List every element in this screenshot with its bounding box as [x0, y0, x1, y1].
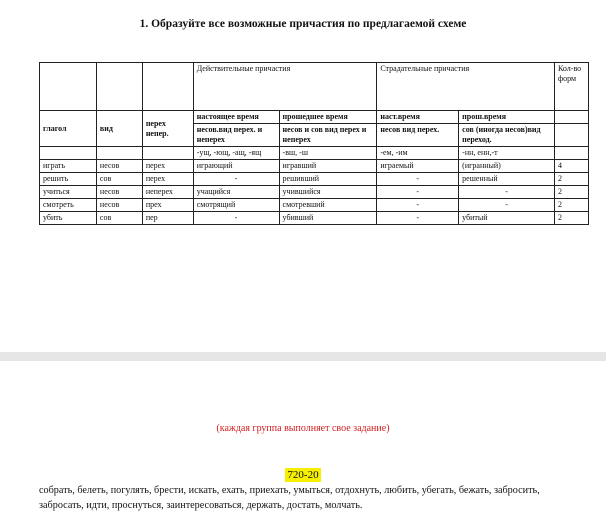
- present-passive-cell: -: [377, 212, 459, 225]
- present-passive-cell: -: [377, 173, 459, 186]
- past-passive-cell: -: [459, 199, 555, 212]
- transitivity-column-header: перех непер.: [142, 111, 193, 147]
- past-active-header: прошедшее время: [279, 111, 377, 124]
- count-cell: 2: [554, 212, 588, 225]
- present-active-header: настоящее время: [193, 111, 279, 124]
- transitivity-cell: прех: [142, 199, 193, 212]
- page-divider: [0, 352, 606, 361]
- count-cell: 2: [554, 186, 588, 199]
- past-active-condition: несов и сов вид перех и неперех: [279, 124, 377, 147]
- present-passive-suffixes: -ем, -им: [377, 147, 459, 160]
- aspect-column-header: вид: [96, 111, 142, 147]
- past-passive-cell: (игранный): [459, 160, 555, 173]
- present-passive-header: наст.время: [377, 111, 459, 124]
- present-active-cell: учащийся: [193, 186, 279, 199]
- aspect-cell: сов: [96, 212, 142, 225]
- transitivity-cell: перех: [142, 173, 193, 186]
- past-passive-cell: -: [459, 186, 555, 199]
- verb-list: собрать, белеть, погулять, брести, искать, ехать, приехать, умыться, отдохнуть, любить, убегать, бежать, забросить, забросать, идти, проснуться, заинтересоваться, держать, достать, молчать.: [39, 485, 540, 511]
- past-passive-suffixes: -нн, енн,-т: [459, 147, 555, 160]
- table-row: [40, 173, 589, 186]
- count-cell: 4: [554, 160, 588, 173]
- verb-cell: играть: [40, 160, 97, 173]
- participles-table: [39, 62, 589, 225]
- verb-cell: учиться: [40, 186, 97, 199]
- present-passive-cell: играемый: [377, 160, 459, 173]
- count-header: Кол-во форм: [554, 63, 588, 111]
- past-passive-condition: сов (иногда несов)вид переход.: [459, 124, 555, 147]
- group-note: (каждая группа выполняет свое задание): [216, 423, 390, 434]
- task-title: 1. Образуйте все возможные причастия по предлагаемой схеме: [139, 18, 467, 30]
- aspect-cell: несов: [96, 160, 142, 173]
- aspect-cell: несов: [96, 199, 142, 212]
- table-row: [40, 212, 589, 225]
- past-active-cell: учившийся: [279, 186, 377, 199]
- past-active-cell: смотревший: [279, 199, 377, 212]
- header-group-row: [40, 63, 589, 111]
- present-passive-cell: -: [377, 186, 459, 199]
- active-participles-header: Действительные причастия: [193, 63, 377, 111]
- present-active-cell: -: [193, 173, 279, 186]
- present-passive-cell: -: [377, 199, 459, 212]
- table-row: [40, 186, 589, 199]
- aspect-cell: сов: [96, 173, 142, 186]
- present-active-cell: играющий: [193, 160, 279, 173]
- present-active-cell: -: [193, 212, 279, 225]
- table-row: [40, 160, 589, 173]
- past-passive-cell: решенный: [459, 173, 555, 186]
- present-active-condition: несов.вид перех. и неперех: [193, 124, 279, 147]
- past-passive-cell: убитый: [459, 212, 555, 225]
- table-row: [40, 199, 589, 212]
- tense-row: [40, 111, 589, 124]
- aspect-cell: несов: [96, 186, 142, 199]
- transitivity-cell: перех: [142, 160, 193, 173]
- transitivity-cell: неперех: [142, 186, 193, 199]
- task-number: 720-20: [287, 469, 319, 481]
- verb-cell: смотреть: [40, 199, 97, 212]
- past-active-suffixes: -вш, -ш: [279, 147, 377, 160]
- present-active-cell: смотрящий: [193, 199, 279, 212]
- task-number-line: [0, 465, 606, 483]
- passive-participles-header: Страдательные причастия: [377, 63, 555, 111]
- verb-cell: убить: [40, 212, 97, 225]
- present-passive-condition: несов вид перех.: [377, 124, 459, 147]
- past-active-cell: игравший: [279, 160, 377, 173]
- past-passive-header: прош.время: [459, 111, 555, 124]
- suffix-row: [40, 147, 589, 160]
- past-active-cell: решивший: [279, 173, 377, 186]
- present-active-suffixes: -ущ, -ющ, -ащ, -ящ: [193, 147, 279, 160]
- transitivity-cell: пер: [142, 212, 193, 225]
- count-cell: 2: [554, 199, 588, 212]
- verb-cell: решить: [40, 173, 97, 186]
- verb-column-header: глагол: [40, 111, 97, 147]
- past-active-cell: убивший: [279, 212, 377, 225]
- count-cell: 2: [554, 173, 588, 186]
